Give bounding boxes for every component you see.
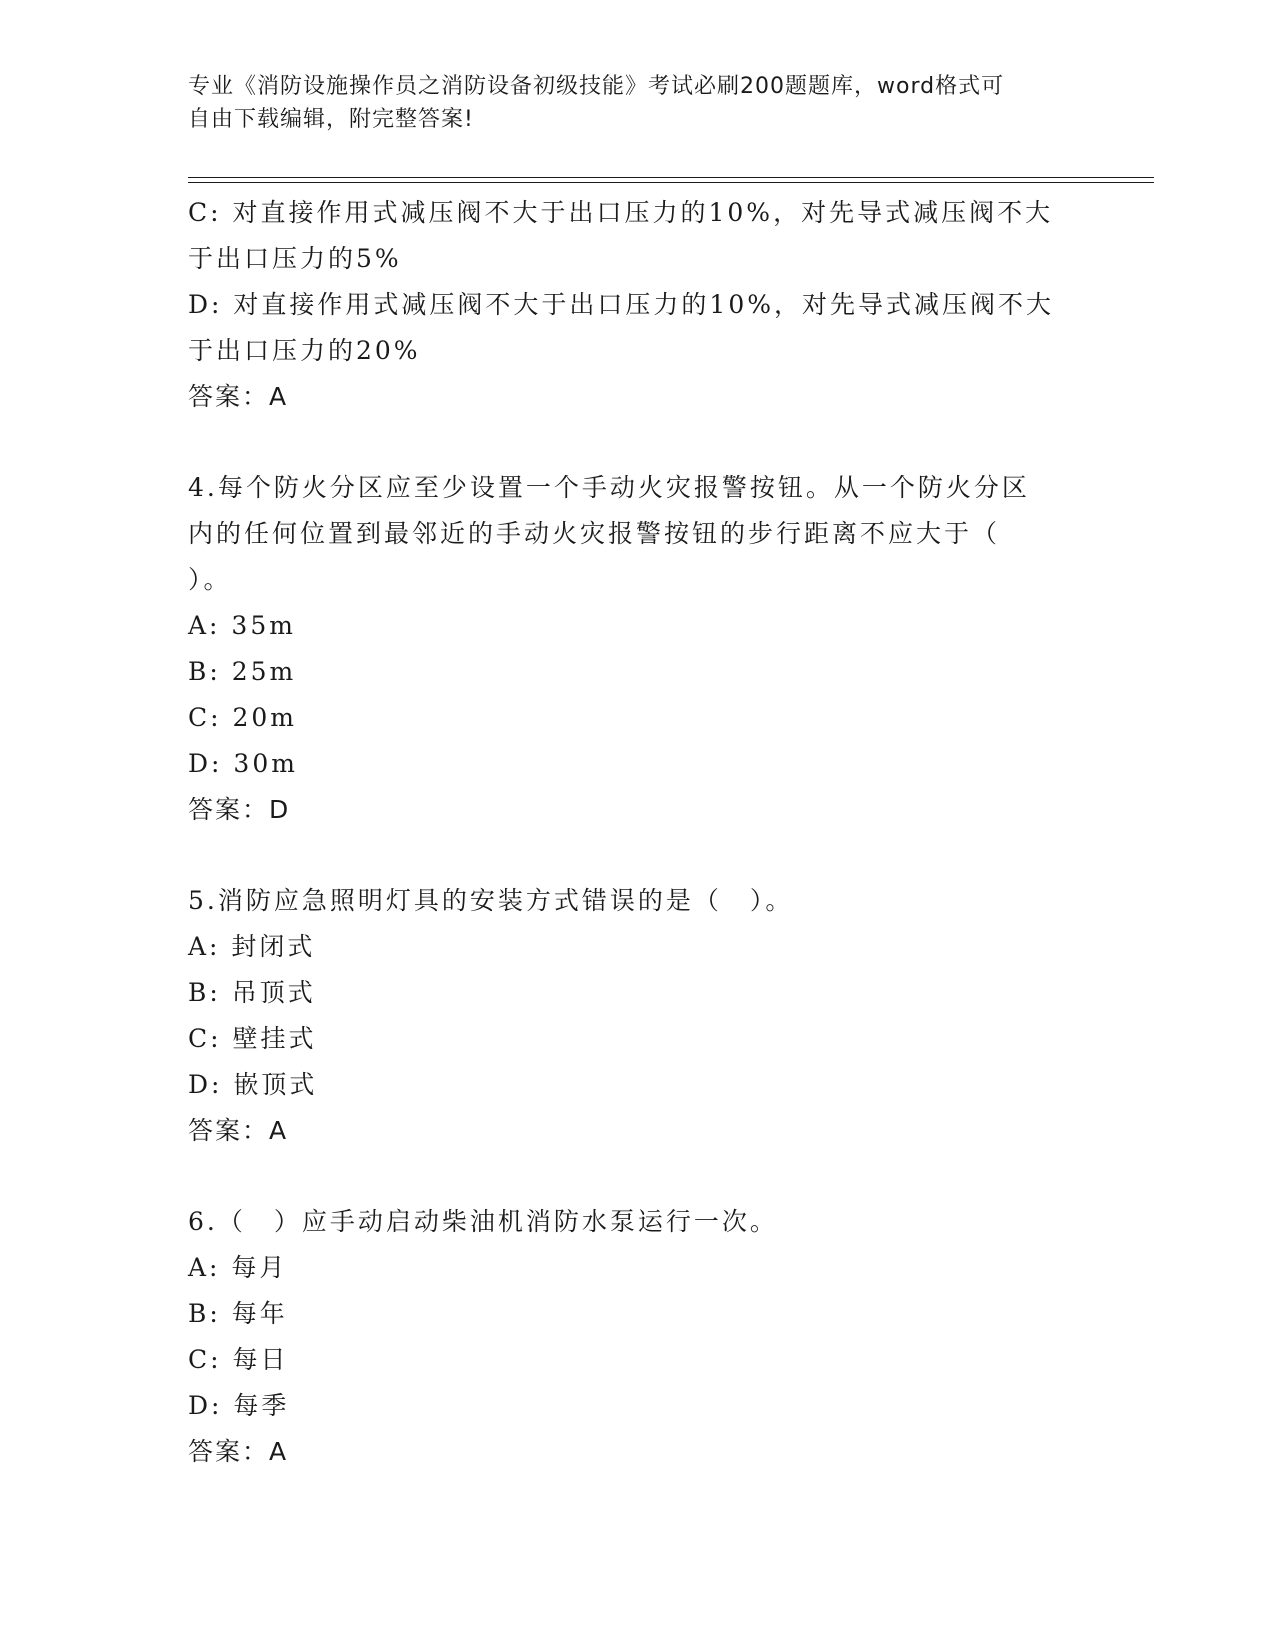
- option-d: D: 对直接作用式减压阀不大于出口压力的10%，对先导式减压阀不大: [188, 290, 1054, 319]
- answer: 答案：A: [188, 1116, 289, 1145]
- header-line-1: 专业《消防设施操作员之消防设备初级技能》考试必刷200题题库，word格式可: [188, 74, 1005, 99]
- option-b: B: 吊顶式: [188, 978, 316, 1007]
- answer: 答案：A: [188, 1437, 289, 1466]
- question-text: 4.每个防火分区应至少设置一个手动火灾报警按钮。从一个防火分区: [188, 473, 1030, 502]
- option-a: A: 35m: [188, 611, 296, 640]
- question-5: [188, 878, 1068, 1154]
- option-c: C: 对直接作用式减压阀不大于出口压力的10%，对先导式减压阀不大: [188, 198, 1054, 227]
- header-divider-top: [188, 177, 1154, 178]
- question-3-tail: [188, 190, 1068, 420]
- question-text: 5.消防应急照明灯具的安装方式错误的是（ ）。: [188, 886, 794, 915]
- option-c-continued: 于出口压力的5%: [188, 244, 402, 273]
- option-d-continued: 于出口压力的20%: [188, 336, 421, 365]
- answer: 答案：A: [188, 382, 289, 411]
- question-text: 6.（ ）应手动启动柴油机消防水泵运行一次。: [188, 1207, 778, 1236]
- option-a: A: 封闭式: [188, 932, 316, 961]
- option-c: C: 20m: [188, 703, 298, 732]
- spacer: [188, 833, 1068, 878]
- option-c: C: 每日: [188, 1345, 289, 1374]
- question-text-continued: 内的任何位置到最邻近的手动火灾报警按钮的步行距离不应大于（: [188, 519, 1001, 548]
- spacer: [188, 1154, 1068, 1199]
- question-content: [188, 190, 1068, 1475]
- header-divider-bottom: [188, 182, 1154, 183]
- question-6: [188, 1199, 1068, 1475]
- header-line-2: 自由下载编辑，附完整答案!: [188, 107, 474, 132]
- option-a: A: 每月: [188, 1253, 288, 1282]
- option-b: B: 每年: [188, 1299, 288, 1328]
- answer: 答案：D: [188, 795, 291, 824]
- question-4: [188, 465, 1068, 833]
- option-b: B: 25m: [188, 657, 297, 686]
- option-c: C: 壁挂式: [188, 1024, 317, 1053]
- option-d: D: 30m: [188, 749, 298, 778]
- option-d: D: 嵌顶式: [188, 1070, 318, 1099]
- question-text-end: ）。: [188, 565, 232, 594]
- document-header: [188, 70, 1068, 136]
- spacer: [188, 420, 1068, 465]
- option-d: D: 每季: [188, 1391, 290, 1420]
